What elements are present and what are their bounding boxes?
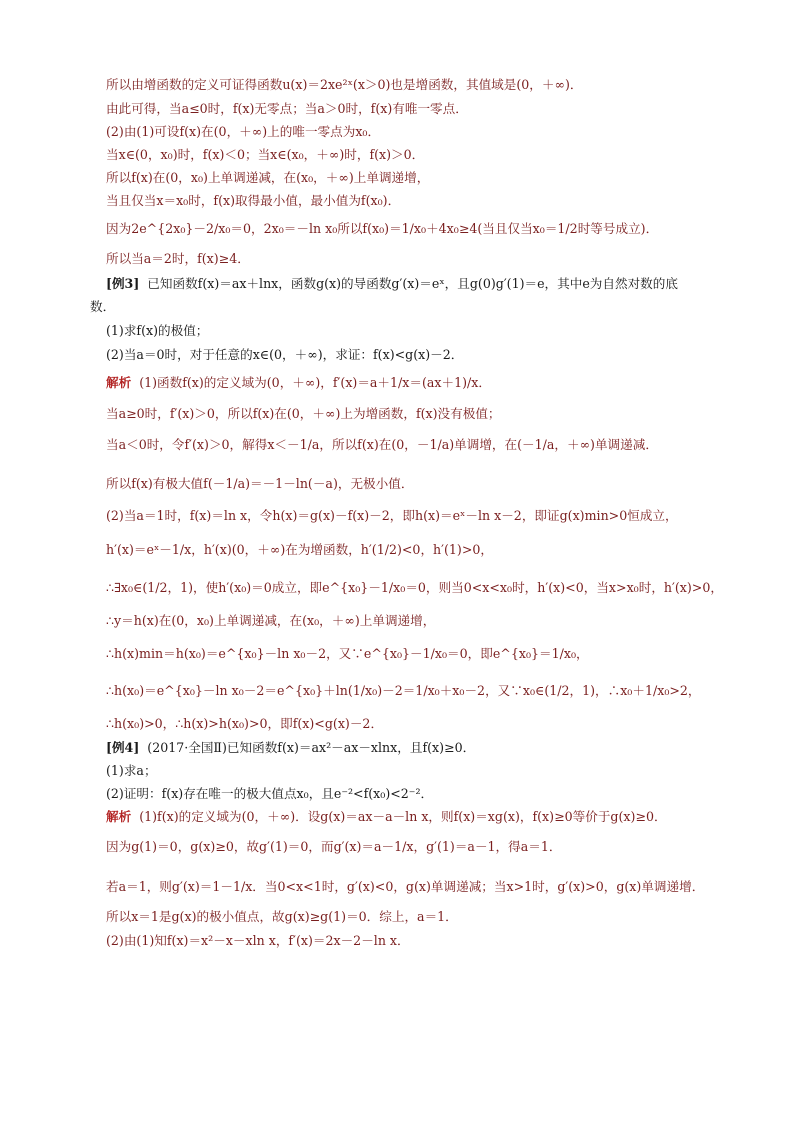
text-line: 所以f(x)在(0，x₀)上单调递减，在(x₀，＋∞)上单调递增， — [106, 170, 430, 185]
example-text: (2017·全国Ⅱ)已知函数f(x)＝ax²－ax－xlnx，且f(x)≥0． — [147, 740, 476, 755]
text-line: ∴h(x)min＝h(x₀)＝e^{x₀}－ln x₀－2，又∵e^{x₀}－1/x₀＝0，即e^{x₀}＝1/x₀， — [106, 646, 589, 661]
example-tag: [例4] — [106, 740, 140, 755]
text-line: (1)求f(x)的极值； — [106, 323, 209, 338]
text-line: (2)证明：f(x)存在唯一的极大值点x₀，且e⁻²<f(x₀)<2⁻²． — [106, 786, 434, 801]
text-line: (2)当a＝0时，对于任意的x∈(0，＋∞)，求证：f(x)<g(x)－2． — [106, 347, 464, 362]
text-line: 所以由增函数的定义可证得函数u(x)＝2xe²ˣ(x＞0)也是增函数，其值域是(0，＋∞)． — [106, 77, 583, 92]
example-text: 已知函数f(x)＝ax＋lnx，函数g(x)的导函数g′(x)＝eˣ，且g(0)g′(1)＝e，其中e为自然对数的底 — [147, 276, 678, 291]
text-line: 因为g(1)＝0，g(x)≥0，故g′(1)＝0，而g′(x)＝a－1/x，g′(1)＝a－1，得a＝1． — [106, 839, 562, 854]
example-tag: [例3] — [106, 276, 140, 291]
text-line: (2)由(1)知f(x)＝x²－x－xln x，f′(x)＝2x－2－ln x． — [106, 933, 410, 948]
text-line: 当a≥0时，f′(x)＞0，所以f(x)在(0，＋∞)上为增函数，f(x)没有极值； — [106, 406, 501, 421]
text-line: 若a＝1，则g′(x)＝1－1/x．当0<x<1时，g′(x)<0，g(x)单调递减；当x>1时，g′(x)>0，g(x)单调递增． — [106, 879, 705, 894]
solution-line — [106, 374, 734, 392]
text-line: 因为2e^{2x₀}－2/x₀＝0，2x₀＝－ln x₀所以f(x₀)＝1/x₀＋4x₀≥4(当且仅当x₀＝1/2时等号成立)． — [106, 221, 659, 236]
example-heading — [106, 275, 734, 293]
text-line: 所以f(x)有极大值f(－1/a)＝－1－ln(－a)，无极小值． — [106, 476, 414, 491]
solution-tag: 解析 — [106, 809, 132, 824]
text-line: (2)当a＝1时，f(x)＝ln x，令h(x)＝g(x)－f(x)－2，即h(x)＝eˣ－ln x－2，即证g(x)min>0恒成立， — [106, 508, 678, 523]
text-line: ∴∃x₀∈(1/2，1)，使h′(x₀)＝0成立，即e^{x₀}－1/x₀＝0，则当0<x<x₀时，h′(x)<0，当x>x₀时，h′(x)>0， — [106, 580, 723, 595]
text-line: h′(x)＝eˣ－1/x，h′(x)(0，＋∞)在为增函数，h′(1/2)<0，h′(1)>0， — [106, 542, 493, 557]
text-line: (2)由(1)可设f(x)在(0，＋∞)上的唯一零点为x₀． — [106, 124, 381, 139]
solution-line — [106, 808, 734, 826]
solution-tag: 解析 — [106, 375, 132, 390]
text-line: ∴y＝h(x)在(0，x₀)上单调递减，在(x₀，＋∞)上单调递增， — [106, 613, 436, 628]
text-line: 数． — [90, 299, 116, 314]
text-line: (1)求a； — [106, 763, 157, 778]
text-line: ∴h(x₀)>0，∴h(x)>h(x₀)>0，即f(x)<g(x)－2． — [106, 716, 384, 731]
text-line: ∴h(x₀)＝e^{x₀}－ln x₀－2＝e^{x₀}＋ln(1/x₀)－2＝1/x₀＋x₀－2，又∵x₀∈(1/2，1)，∴x₀＋1/x₀>2， — [106, 683, 701, 698]
text-line: 所以x＝1是g(x)的极小值点，故g(x)≥g(1)＝0．综上，a＝1． — [106, 909, 458, 924]
text-line: 当x∈(0，x₀)时，f(x)＜0；当x∈(x₀，＋∞)时，f(x)＞0． — [106, 147, 425, 162]
text-line: 当且仅当x＝x₀时，f(x)取得最小值，最小值为f(x₀)． — [106, 193, 401, 208]
solution-text: (1)f(x)的定义域为(0，＋∞)．设g(x)＝ax－a－ln x，则f(x)＝xg(x)，f(x)≥0等价于g(x)≥0． — [139, 809, 667, 824]
example-heading — [106, 739, 734, 757]
solution-text: (1)函数f(x)的定义域为(0，＋∞)，f′(x)＝a＋1/x＝(ax＋1)/x． — [139, 375, 491, 390]
text-line: 所以当a＝2时，f(x)≥4． — [106, 251, 250, 266]
text-line: 由此可得，当a≤0时，f(x)无零点；当a＞0时，f(x)有唯一零点． — [106, 101, 468, 116]
text-line: 当a＜0时，令f′(x)＞0，解得x＜－1/a，所以f(x)在(0，－1/a)单调增，在(－1/a，＋∞)单调递减． — [106, 437, 658, 452]
